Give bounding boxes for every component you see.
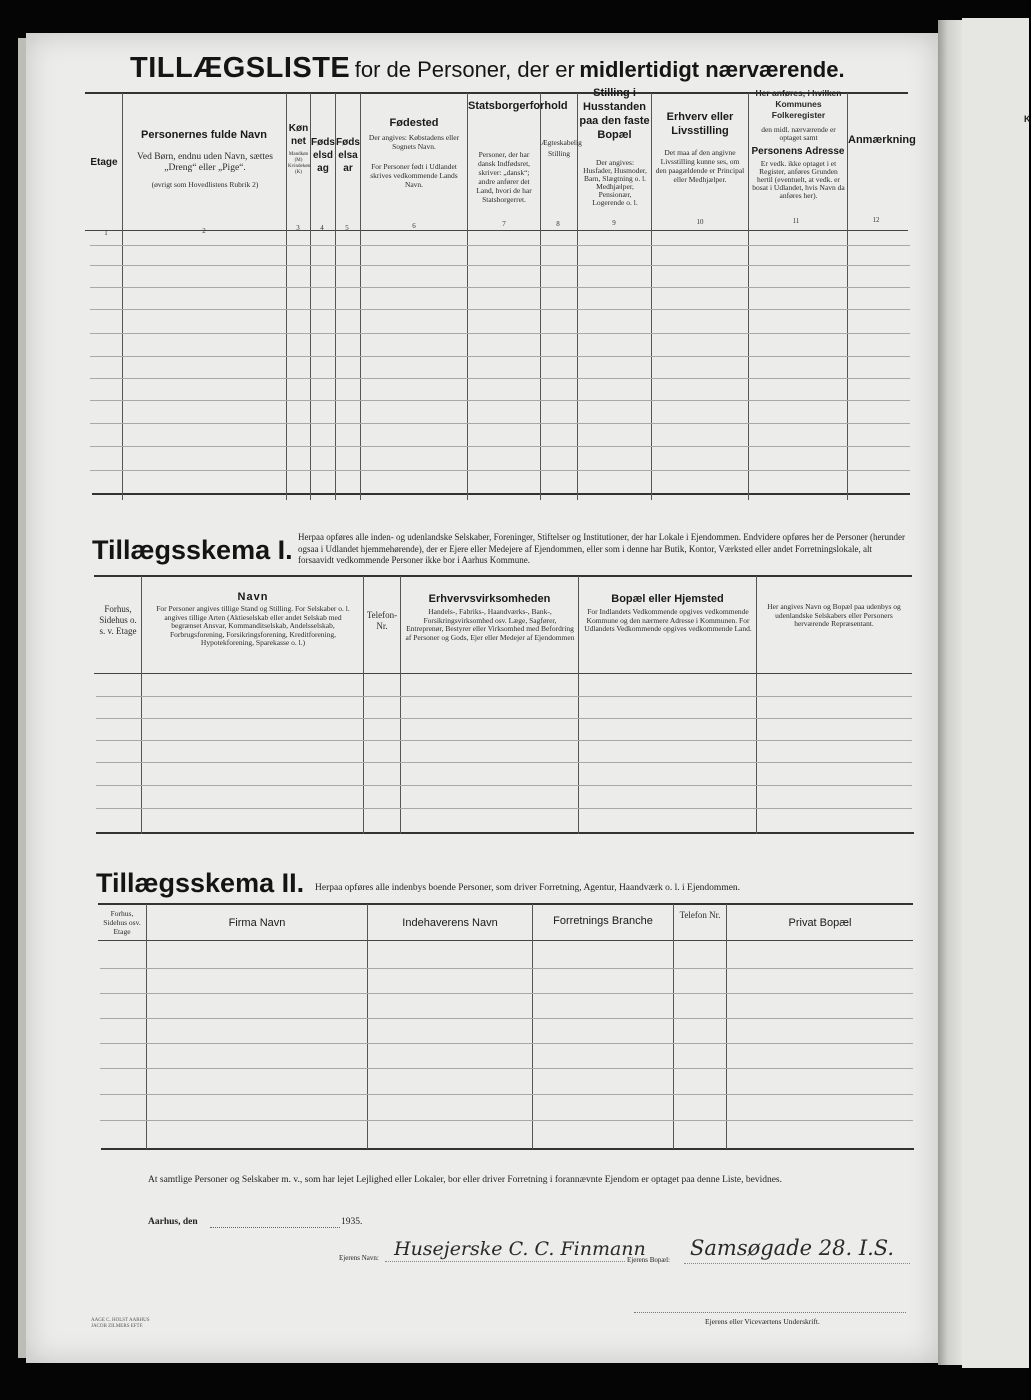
schema2-description: Herpaa opføres alle indenbys boende Personer, som driver Forretning, Agentur, Haandværk o. l. i Ejendommen. [315,883,741,893]
title-main: TILLÆGSLISTE [130,52,351,84]
header-adresse: Personens Adresse [751,146,845,157]
t1-col-sep [651,93,652,500]
t1-row-line [90,378,910,379]
t1-row-line [90,287,910,288]
s1-header-navn: Navn [237,591,269,603]
s1-header-erhverv-note: Handels-, Fabriks-, Haandværks-, Bank-, Forsikringsvirksomhed osv. Læge, Sagfører, Entreprenør, Bestyrer eller Virksomhed med Befordring af Personer og Gods, Ejer eller Medejer af Ejendommen [405,607,575,642]
t1-row-line [90,470,910,471]
s1-row-line [96,808,912,809]
header-foedested: Fødested [389,117,439,129]
next-page-letter: K [1024,114,1031,124]
col-number: 5 [345,224,349,232]
form-page [26,33,938,1363]
date-blank-line [210,1227,340,1228]
t1-row-line [90,423,910,424]
s2-col-sep [673,904,674,1149]
col-number: 10 [696,218,704,226]
title-part1: for de Personer, der er [354,57,575,82]
t1-col-sep [577,93,578,500]
owner-address-line [684,1263,910,1264]
header-foedested-note2: For Personer født i Udlandet skrives vedkommende Lands Navn. [370,162,458,189]
s2-row-line [100,1043,913,1044]
t1-row-line [90,245,910,246]
t1-col-sep [467,93,468,500]
col-number: 4 [320,224,324,232]
header-stilling-note: Der angives: Husfader, Husmoder, Barn, Slægtning o. l. Medhjælper, Pensionær, Logerende o. l. [583,158,647,207]
header-koennet: Kønnet [288,123,309,147]
s2-row-line [100,993,913,994]
s2-col-sep [367,904,368,1149]
s1-row-line [96,785,912,786]
schema1-header-bottom [94,673,912,674]
t1-col-sep [122,93,123,500]
s1-header-bopael: Bopæl eller Hjemsted [611,593,724,605]
schema1-title: Tillægsskema I. [92,535,293,565]
col-number: 6 [412,222,416,230]
s1-col-sep [578,576,579,834]
s2-row-line [100,968,913,969]
col-number: 11 [792,217,800,225]
s2-header-telefon: Telefon Nr. [679,910,721,920]
s1-header-navn-note: For Personer angives tillige Stand og Stilling. For Selskaber o. l. angives tillige Arten (Aktieselskab eller andet Selskab med begrænset Ansvar, Kommanditselskab, Andelsselskab, Forbrugsforening, Forsikringsforening, Kreditforening, Hypotekforening, Sparekasse o. l.) [156,604,350,647]
s2-row-line [100,1120,913,1121]
s1-header-bopael-note: For Indlandets Vedkommende opgives vedkommende Kommune og den nærmere Adresse i Kommunen. For Udlandets Vedkommende opgives vedkommende Land. [584,607,752,633]
header-foedested-note: Der angives: Købstadens eller Sognets Navn. [368,133,460,151]
table1-bottom-rule [92,493,910,495]
next-page [962,18,1029,1368]
header-stilling: Stilling i Husstanden paa den faste Bopæl [579,87,650,141]
signature-label: Ejerens eller Viceværtens Underskrift. [705,1317,820,1326]
schema2-header-bottom [98,940,913,941]
s2-row-line [100,1018,913,1019]
col-number: 8 [556,220,560,228]
header-adresse-note: Er vedk. ikke optaget i et Register, anføres Grunden hertil (eventuelt, at vedk. er bosat i Udlandet, hvis Navn da anføres her). [752,159,845,200]
owner-name-label: Ejerens Navn: [339,1254,379,1262]
header-navn-note: Ved Børn, endnu uden Navn, sættes „Dreng“ eller „Pige“. [137,152,273,173]
header-foedselsaar: Fødselsaar [336,137,360,174]
schema1-top-rule [94,575,912,577]
printer-imprint: AAGE C. HOLST AARHUS JACOB ZILMERS EFTF. [91,1318,150,1329]
s2-col-sep [532,904,533,1149]
signature-line [634,1312,906,1313]
col-number: 12 [872,216,880,224]
col-number: 2 [202,227,206,235]
header-aegteskab: Ægteskabelig Stilling [541,138,582,158]
s1-col-sep [400,576,401,834]
t1-row-line [90,400,910,401]
attestation-text [148,1175,782,1185]
page-fold [938,20,962,1365]
t1-col-sep [286,93,287,500]
s2-col-sep [726,904,727,1149]
t1-row-line [90,309,910,310]
schema2-bottom-rule [101,1148,914,1150]
date-year: 1935. [341,1217,363,1227]
s1-header-erhverv: Erhvervsvirksomheden [428,593,551,605]
schema1-bottom-rule [96,832,914,834]
header-navn: Personernes fulde Navn [141,129,267,141]
s1-row-line [96,740,912,741]
col-number: 7 [502,220,506,228]
s2-row-line [100,1094,913,1095]
header-anmaerkning: Anmærkning [848,134,916,146]
s2-header-branche: Forretnings Branche [553,915,653,927]
title-bold: midlertidigt nærværende. [579,57,845,82]
col-number: 1 [104,229,108,237]
header-navn-note2: (øvrigt som Hovedlistens Rubrik 2) [151,180,259,189]
t1-row-line [90,333,910,334]
s2-header-firma: Firma Navn [228,917,286,929]
header-erhverv-note: Det maa af den angivne Livsstilling kunne ses, om den paagældende er Principal eller Medhjælper. [655,148,745,184]
schema1-description: Herpaa opføres alle inden- og udenlandske Selskaber, Foreninger, Stiftelser og Institutioner, der har Lokale i Ejendommen. Endvidere opføres her de Personer (herunder ogsaa i Udlandet hjemmehørende), der er Ejere eller Medejere af Ejendommen, eller som i denne har Butik, Kontor, Værksted eller andet Forretningslokale, alt forsaavidt vedkommende Personer ikke bor i Aarhus Kommune. [298,532,905,565]
owner-name-line [385,1261,625,1262]
s1-col-sep [141,576,142,834]
header-erhverv: Erhverv eller Livsstilling [666,111,734,137]
s1-header-etage: Forhus, Sidehus o. s. v. Etage [99,604,137,636]
header-adresse-pre: Her anføres, i hvilken Kommunes Folkeregister [755,88,842,120]
date-city: Aarhus, den [148,1217,198,1227]
s1-row-line [96,718,912,719]
header-adresse-pre2: den midl. nærværende er optaget samt [761,125,836,142]
header-koennet-note: Mandkøn (M) Kvindekøn (K) [288,152,311,175]
header-statsborger: Statsborgerforhold [468,100,568,112]
owner-address: Samsøgade 28. I.S. [690,1236,895,1260]
header-etage: Etage [90,157,118,168]
header-foedselsdag: Fødselsdag [311,137,335,174]
s2-header-indehaver: Indehaverens Navn [402,917,498,929]
t1-row-line [90,265,910,266]
s1-header-telefon: Telefon-Nr. [366,610,398,631]
schema2-top-rule [98,903,913,905]
page-title [130,52,845,85]
schema2-title: Tillægsskema II. [96,868,305,898]
header-statsborger-note: Personer, der har dansk Indfødsret, skriver: „dansk“; andre anfører det Land, hvori de har Statsborgerret. [476,150,532,204]
t1-row-line [90,446,910,447]
s2-row-line [100,1068,913,1069]
s2-col-sep [146,904,147,1149]
owner-name: Husejerske C. C. Finmann [394,1238,646,1260]
col-number: 3 [296,224,300,232]
s1-header-repraesentant: Her angives Navn og Bopæl paa udenbys og udenlandske Selskabers eller Personers herværende Repræsentant. [767,602,901,628]
owner-address-label: Ejerens Bopæl: [627,1256,670,1264]
t1-col-sep [360,93,361,500]
s2-header-bopael: Privat Bopæl [788,917,852,929]
attestation-body: At samtlige Personer og Selskaber m. v., som har lejet Lejlighed eller Lokaler, bor eller driver Forretning i forannævnte Ejendom er optaget paa denne Liste, bevidnes. [148,1175,782,1185]
s2-header-etage: Forhus, Sidehus osv. Etage [103,909,141,936]
t1-col-sep [847,93,848,500]
s1-row-line [96,762,912,763]
t1-row-line [90,356,910,357]
s1-row-line [96,696,912,697]
s1-col-sep [756,576,757,834]
col-number: 9 [612,219,616,227]
